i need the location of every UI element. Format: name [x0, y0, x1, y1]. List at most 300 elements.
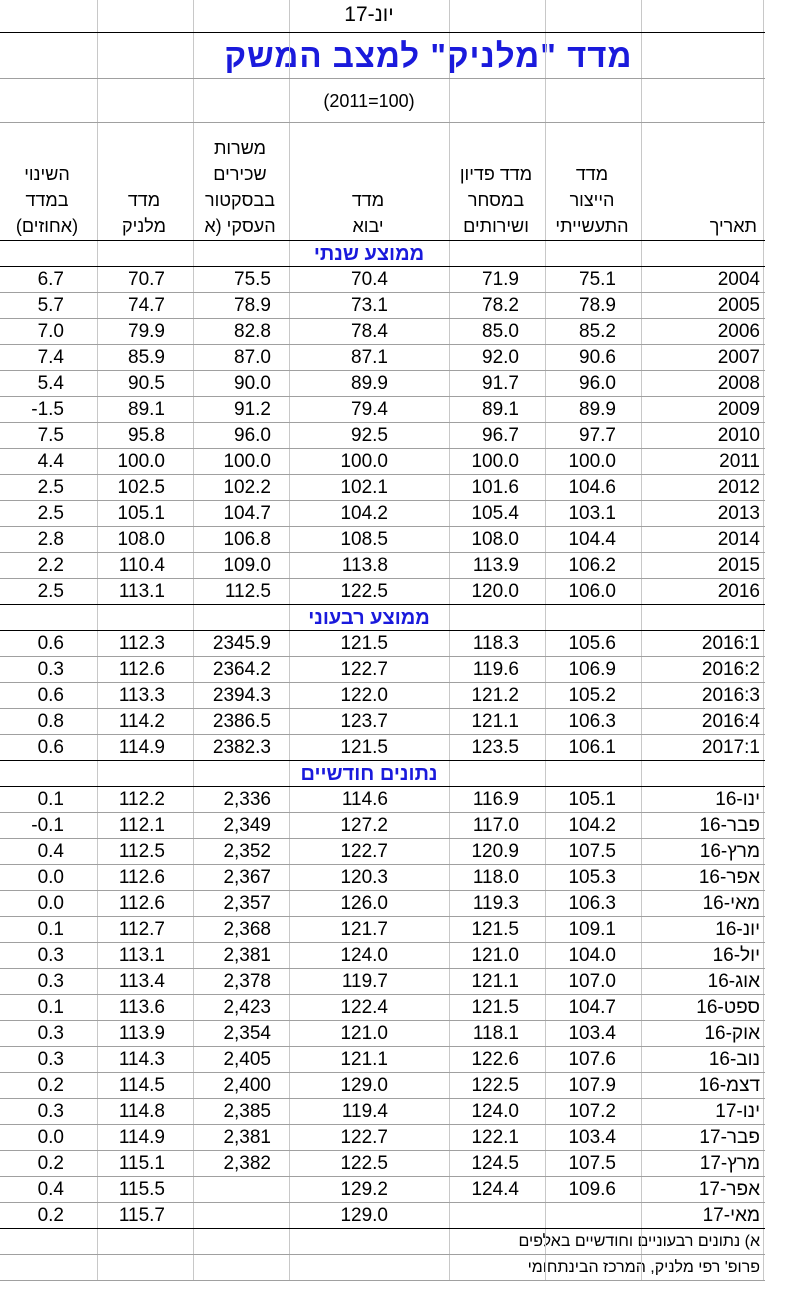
cell-mel: 112.7	[118, 919, 165, 940]
cell-imp: 87.1	[351, 347, 388, 368]
section-header-row	[0, 761, 765, 787]
cell-date: ינו-17	[715, 1101, 760, 1122]
grid-line	[763, 475, 764, 500]
table-row	[0, 1099, 765, 1125]
grid-line	[545, 0, 546, 32]
grid-line	[289, 79, 290, 122]
table-row	[0, 293, 765, 319]
grid-line	[763, 839, 764, 864]
grid-line	[193, 605, 194, 630]
cell-chg: 0.3	[37, 971, 64, 992]
footnote-row	[0, 1229, 765, 1255]
grid-line	[763, 319, 764, 344]
cell-chg: 0.6	[37, 685, 64, 706]
grid-line	[763, 1047, 764, 1072]
cell-mel: 70.7	[128, 269, 165, 290]
cell-mel: 112.6	[118, 659, 165, 680]
cell-date: ספט-16	[696, 997, 760, 1018]
cell-imp: 113.8	[341, 555, 388, 576]
cell-imp: 129.0	[340, 1075, 388, 1096]
grid-line	[449, 761, 450, 786]
cell-emp	[193, 1203, 271, 1228]
grid-line	[193, 761, 194, 786]
column-header-line: מדד	[351, 190, 385, 210]
grid-line	[763, 943, 764, 968]
grid-line	[763, 917, 764, 942]
table-row	[0, 943, 765, 969]
cell-emp: 102.2	[223, 477, 271, 498]
cell-chg: 0.4	[37, 1179, 64, 1200]
cell-ind: 104.2	[568, 815, 616, 836]
table-row	[0, 371, 765, 397]
cell-emp: 2,336	[223, 789, 271, 810]
table-row	[0, 267, 765, 293]
cell-mel: 95.8	[128, 425, 165, 446]
cell-imp: 73.1	[351, 295, 388, 316]
cell-imp: 121.7	[340, 919, 388, 940]
grid-line	[763, 761, 764, 786]
cell-trade: 108.0	[471, 529, 519, 550]
cell-ind: 107.5	[568, 841, 616, 862]
cell-imp: 100.0	[340, 451, 388, 472]
cell-ind: 106.3	[568, 893, 616, 914]
table-row	[0, 397, 765, 423]
cell-mel: 113.1	[118, 945, 165, 966]
grid-line	[763, 1021, 764, 1046]
cell-ind: 105.2	[568, 685, 616, 706]
cell-ind: 78.9	[579, 295, 616, 316]
column-header-imports	[289, 123, 447, 241]
cell-emp: 2,367	[223, 867, 271, 888]
table-body	[0, 241, 765, 1229]
cell-emp: 2,381	[223, 945, 271, 966]
base-row	[0, 79, 765, 123]
cell-trade: 118.0	[472, 867, 519, 888]
table-row	[0, 449, 765, 475]
cell-date: 2016	[717, 581, 760, 602]
cell-mel: 115.5	[118, 1179, 165, 1200]
grid-line	[545, 761, 546, 786]
cell-trade: 89.1	[482, 399, 519, 420]
cell-chg: 0.0	[37, 867, 64, 888]
date-label-row	[0, 0, 765, 33]
cell-trade: 117.0	[472, 815, 519, 836]
cell-date: 2005	[717, 295, 760, 316]
cell-emp: 2364.2	[212, 659, 271, 680]
table-row	[0, 709, 765, 735]
grid-line	[193, 33, 194, 78]
cell-trade: 105.4	[471, 503, 519, 524]
cell-chg: 0.2	[37, 1205, 64, 1226]
table-row	[0, 579, 765, 605]
column-headers	[0, 123, 765, 241]
cell-mel: 115.7	[118, 1205, 165, 1226]
cell-imp: 78.4	[351, 321, 388, 342]
grid-line	[763, 813, 764, 838]
cell-emp: 87.0	[234, 347, 271, 368]
cell-ind: 100.0	[568, 451, 616, 472]
cell-mel: 113.9	[118, 1023, 165, 1044]
table-row	[0, 1203, 765, 1229]
grid-line	[97, 241, 98, 266]
column-header-employment	[193, 123, 287, 241]
grid-line	[763, 371, 764, 396]
cell-emp: 2345.9	[212, 633, 271, 654]
grid-line	[641, 79, 642, 122]
cell-trade: 120.0	[471, 581, 519, 602]
cell-trade: 122.5	[471, 1075, 519, 1096]
column-header-line: תאריך	[709, 216, 757, 236]
cell-ind: 106.2	[568, 555, 616, 576]
column-header-melnick	[97, 123, 191, 241]
cell-ind: 106.9	[568, 659, 616, 680]
cell-mel: 89.1	[128, 399, 165, 420]
grid-line	[449, 1255, 450, 1280]
cell-trade: 118.1	[472, 1023, 519, 1044]
cell-emp: 2394.3	[212, 685, 271, 706]
title-row	[0, 33, 765, 79]
cell-chg: 7.4	[37, 347, 64, 368]
grid-line	[763, 579, 764, 604]
cell-ind: 104.6	[568, 477, 616, 498]
table-row	[0, 1125, 765, 1151]
section-title: ממוצע שנתי	[313, 243, 425, 265]
grid-line	[763, 683, 764, 708]
cell-date: פבר-16	[699, 815, 760, 836]
column-header-line: מלניק	[121, 216, 167, 236]
cell-trade: 121.2	[471, 685, 519, 706]
date-label: יונ-17	[344, 3, 394, 26]
column-header-line: משרות	[213, 138, 267, 158]
cell-chg: 0.3	[37, 1049, 64, 1070]
column-header-trade	[449, 123, 543, 241]
cell-emp: 96.0	[234, 425, 271, 446]
cell-emp: 2,354	[223, 1023, 271, 1044]
cell-chg: 0.2	[37, 1153, 64, 1174]
cell-mel: 115.1	[118, 1153, 165, 1174]
grid-line	[449, 1229, 450, 1254]
cell-emp: 78.9	[234, 295, 271, 316]
cell-emp: 2,400	[223, 1075, 271, 1096]
cell-chg: 0.0	[37, 893, 64, 914]
cell-emp: 2,378	[223, 971, 271, 992]
grid-line	[763, 423, 764, 448]
grid-line	[193, 0, 194, 32]
cell-date: אפר-16	[698, 867, 760, 888]
grid-line	[289, 33, 290, 78]
cell-imp: 108.5	[340, 529, 388, 550]
grid-line	[641, 0, 642, 32]
cell-trade: 121.1	[471, 971, 519, 992]
cell-imp: 114.6	[341, 789, 388, 810]
grid-line	[763, 631, 764, 656]
cell-date: 2016:1	[701, 633, 760, 654]
cell-trade: 124.5	[471, 1153, 519, 1174]
footnote-source: פרופ' רפי מלניק, המרכז הבינתחומי	[527, 1259, 760, 1276]
cell-ind: 85.2	[579, 321, 616, 342]
cell-chg: 0.3	[37, 659, 64, 680]
grid-line	[763, 449, 764, 474]
cell-imp: 121.1	[340, 1049, 388, 1070]
cell-imp: 122.5	[340, 581, 388, 602]
cell-ind: 97.7	[579, 425, 616, 446]
cell-chg: 2.5	[37, 581, 64, 602]
cell-imp: 127.2	[340, 815, 388, 836]
cell-chg: 2.5	[37, 503, 64, 524]
cell-date: 2014	[717, 529, 760, 550]
grid-line	[763, 0, 764, 32]
cell-trade: 96.7	[482, 425, 519, 446]
cell-mel: 79.9	[128, 321, 165, 342]
cell-mel: 114.9	[118, 1127, 165, 1148]
cell-trade: 118.3	[472, 633, 519, 654]
cell-mel: 105.1	[117, 503, 165, 524]
cell-trade: 78.2	[482, 295, 519, 316]
cell-trade: 71.9	[482, 269, 519, 290]
cell-imp: 122.7	[340, 1127, 388, 1148]
cell-emp: 91.2	[234, 399, 271, 420]
grid-line	[545, 241, 546, 266]
table-row	[0, 1021, 765, 1047]
table-row	[0, 475, 765, 501]
cell-imp: 121.5	[340, 633, 388, 654]
cell-date: ינו-16	[715, 789, 760, 810]
cell-imp: 70.4	[351, 269, 388, 290]
cell-mel: 113.1	[118, 581, 165, 602]
cell-emp: 2,352	[223, 841, 271, 862]
column-header-line: מדד פדיון	[459, 164, 533, 184]
cell-date: 2010	[717, 425, 760, 446]
cell-ind: 106.1	[568, 737, 616, 758]
cell-ind: 107.6	[568, 1049, 616, 1070]
cell-mel: 114.9	[118, 737, 165, 758]
cell-imp: 120.3	[340, 867, 388, 888]
cell-ind: 109.6	[568, 1179, 616, 1200]
grid-line	[763, 969, 764, 994]
cell-ind: 75.1	[579, 269, 616, 290]
cell-emp	[193, 1177, 271, 1202]
cell-imp: 121.0	[340, 1023, 388, 1044]
cell-ind: 96.0	[579, 373, 616, 394]
grid-line	[763, 1099, 764, 1124]
cell-ind: 89.9	[579, 399, 616, 420]
cell-date: 2009	[717, 399, 760, 420]
cell-date: 2006	[717, 321, 760, 342]
cell-emp: 75.5	[234, 269, 271, 290]
table-row	[0, 345, 765, 371]
cell-imp: 123.7	[340, 711, 388, 732]
cell-emp: 112.5	[224, 581, 271, 602]
grid-line	[763, 397, 764, 422]
cell-trade: 85.0	[482, 321, 519, 342]
grid-line	[763, 787, 764, 812]
cell-mel: 90.5	[128, 373, 165, 394]
cell-ind: 105.6	[568, 633, 616, 654]
cell-mel: 112.1	[118, 815, 165, 836]
table-row	[0, 1151, 765, 1177]
footnote-units: א) נתונים רבעוניים וחודשיים באלפים	[518, 1233, 760, 1250]
grid-line	[763, 241, 764, 266]
cell-date: 2016:4	[701, 711, 760, 732]
table-row	[0, 839, 765, 865]
grid-line	[449, 605, 450, 630]
grid-line	[763, 605, 764, 630]
cell-date: דצמ-16	[698, 1075, 760, 1096]
column-header-line: בבסקטור	[205, 190, 275, 210]
grid-line	[763, 1229, 764, 1254]
cell-ind: 104.7	[568, 997, 616, 1018]
cell-trade: 92.0	[482, 347, 519, 368]
cell-mel: 85.9	[128, 347, 165, 368]
cell-chg: 0.0	[37, 1127, 64, 1148]
cell-mel: 114.3	[118, 1049, 165, 1070]
cell-ind: 103.4	[568, 1023, 616, 1044]
grid-line	[97, 605, 98, 630]
cell-ind: 105.3	[568, 867, 616, 888]
cell-chg: -0.1	[31, 815, 64, 836]
section-header-row	[0, 605, 765, 631]
cell-mel: 112.6	[118, 893, 165, 914]
cell-date: פבר-17	[699, 1127, 760, 1148]
table-row	[0, 527, 765, 553]
cell-trade: 91.7	[482, 373, 519, 394]
cell-imp: 122.4	[340, 997, 388, 1018]
cell-imp: 102.1	[340, 477, 388, 498]
cell-imp: 119.7	[341, 971, 388, 992]
table-row	[0, 813, 765, 839]
cell-chg: 2.2	[37, 555, 64, 576]
grid-line	[289, 0, 290, 32]
table-row	[0, 501, 765, 527]
table-row	[0, 969, 765, 995]
cell-chg: 5.7	[37, 295, 64, 316]
cell-ind: 107.0	[568, 971, 616, 992]
column-header-line: מדד	[127, 190, 161, 210]
grid-line	[545, 605, 546, 630]
grid-line	[641, 1255, 642, 1280]
cell-chg: 0.6	[37, 633, 64, 654]
cell-date: 2016:2	[701, 659, 760, 680]
cell-date: 2017:1	[701, 737, 760, 758]
grid-line	[763, 657, 764, 682]
cell-trade: 113.9	[472, 555, 519, 576]
cell-imp: 104.2	[340, 503, 388, 524]
cell-imp: 89.9	[351, 373, 388, 394]
cell-trade: 119.3	[472, 893, 519, 914]
table-row	[0, 995, 765, 1021]
table-row	[0, 657, 765, 683]
cell-date: 2004	[717, 269, 760, 290]
table-row	[0, 553, 765, 579]
grid-line	[449, 241, 450, 266]
grid-line	[641, 761, 642, 786]
grid-line	[763, 1177, 764, 1202]
column-header-line: מדד	[575, 164, 609, 184]
cell-chg: 0.3	[37, 1023, 64, 1044]
cell-ind: 104.4	[568, 529, 616, 550]
grid-line	[763, 33, 764, 78]
cell-mel: 114.8	[118, 1101, 165, 1122]
table-row	[0, 683, 765, 709]
cell-date: 2008	[717, 373, 760, 394]
cell-emp: 82.8	[234, 321, 271, 342]
table-row	[0, 787, 765, 813]
cell-emp: 104.7	[223, 503, 271, 524]
cell-emp: 2386.5	[212, 711, 271, 732]
cell-trade: 121.5	[471, 919, 519, 940]
grid-line	[449, 0, 450, 32]
cell-emp: 2,385	[223, 1101, 271, 1122]
cell-imp: 79.4	[351, 399, 388, 420]
cell-mel: 113.6	[118, 997, 165, 1018]
cell-emp: 90.0	[234, 373, 271, 394]
cell-imp: 129.0	[340, 1205, 388, 1226]
cell-trade: 124.4	[471, 1179, 519, 1200]
cell-mel: 113.3	[118, 685, 165, 706]
table-row	[0, 1073, 765, 1099]
cell-date: 2012	[717, 477, 760, 498]
cell-mel: 113.4	[118, 971, 165, 992]
cell-emp: 2,405	[223, 1049, 271, 1070]
grid-line	[289, 1255, 290, 1280]
grid-line	[763, 891, 764, 916]
grid-line	[763, 527, 764, 552]
grid-line	[641, 33, 642, 78]
grid-line	[193, 79, 194, 122]
cell-chg: 0.3	[37, 1101, 64, 1122]
cell-ind: 109.1	[568, 919, 616, 940]
cell-imp: 122.7	[340, 841, 388, 862]
grid-line	[545, 1229, 546, 1254]
cell-mel: 114.2	[118, 711, 165, 732]
cell-mel: 108.0	[117, 529, 165, 550]
cell-date: מרץ-16	[699, 841, 760, 862]
cell-emp: 2,381	[223, 1127, 271, 1148]
grid-line	[97, 0, 98, 32]
cell-imp: 129.2	[340, 1179, 388, 1200]
cell-chg: 7.0	[37, 321, 64, 342]
grid-line	[97, 33, 98, 78]
cell-chg: 6.7	[37, 269, 64, 290]
grid-line	[545, 1255, 546, 1280]
grid-line	[545, 79, 546, 122]
grid-line	[763, 1203, 764, 1228]
cell-emp: 106.8	[223, 529, 271, 550]
cell-date: מאי-16	[702, 893, 760, 914]
cell-mel: 100.0	[117, 451, 165, 472]
cell-trade: 100.0	[471, 451, 519, 472]
cell-chg: 7.5	[37, 425, 64, 446]
cell-imp: 119.4	[341, 1101, 388, 1122]
cell-date: אוק-16	[704, 1023, 760, 1044]
grid-line	[763, 267, 764, 292]
cell-chg: 2.8	[37, 529, 64, 550]
cell-trade: 123.5	[471, 737, 519, 758]
column-header-line: העסקי (א	[204, 216, 276, 236]
cell-ind: 104.0	[568, 945, 616, 966]
grid-line	[641, 241, 642, 266]
cell-mel: 112.6	[118, 867, 165, 888]
cell-chg: 5.4	[37, 373, 64, 394]
cell-mel: 112.5	[118, 841, 165, 862]
grid-line	[193, 1255, 194, 1280]
section-header-row	[0, 241, 765, 267]
cell-ind: 106.0	[568, 581, 616, 602]
cell-date: יונ-16	[715, 919, 760, 940]
cell-chg: 0.4	[37, 841, 64, 862]
grid-line	[449, 33, 450, 78]
cell-mel: 114.5	[118, 1075, 165, 1096]
